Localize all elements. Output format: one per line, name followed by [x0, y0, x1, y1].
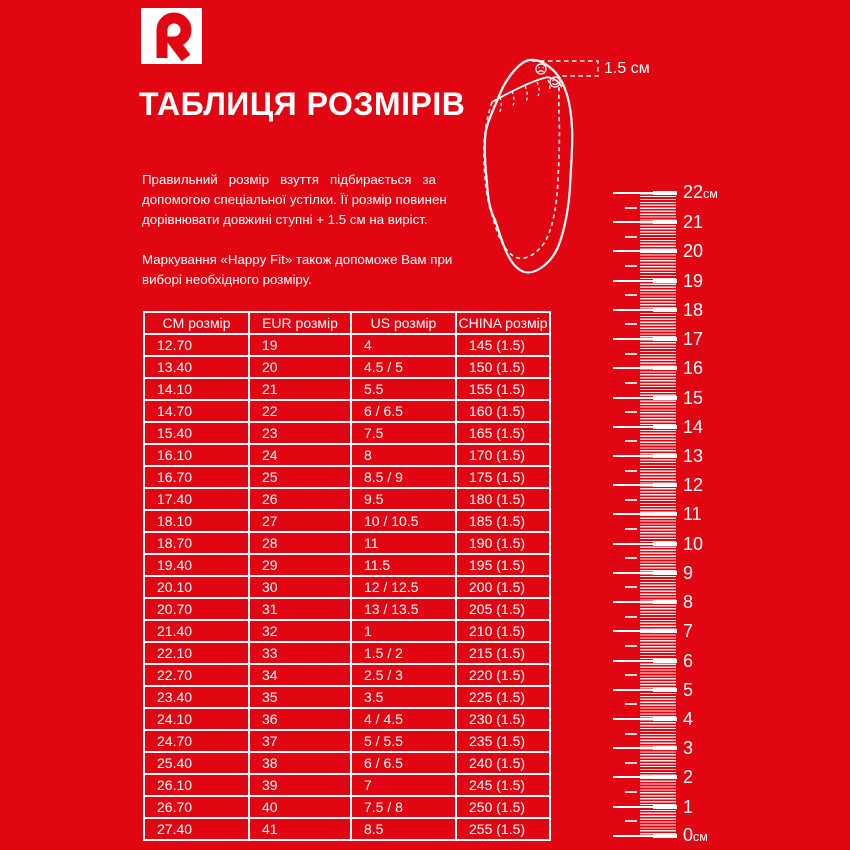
ruler-cm-tick-tip [653, 483, 677, 487]
table-cell: 2.5 / 3 [351, 664, 456, 686]
table-cell: 23.40 [144, 686, 249, 708]
ruler-label-number: 2 [683, 767, 694, 788]
text-line: допомогою спеціальної устілки. Її розмір повинен [142, 192, 447, 207]
table-row [144, 400, 550, 422]
table-cell: 235 (1.5) [456, 730, 550, 752]
ruler-half-cm-tick [625, 820, 637, 822]
ruler-label [683, 476, 703, 494]
ruler-half-cm-tick [625, 470, 637, 472]
table-row [144, 796, 550, 818]
table-cell: 14.10 [144, 378, 249, 400]
table-cell: 27.40 [144, 818, 249, 840]
ruler-label [683, 564, 693, 582]
ruler-half-cm-tick [625, 645, 637, 647]
table-cell: 24.10 [144, 708, 249, 730]
table-cell: 21.40 [144, 620, 249, 642]
ruler-label [683, 505, 702, 523]
table-cell: 5.5 [351, 378, 456, 400]
table-cell: 8 [351, 444, 456, 466]
table-cell: 210 (1.5) [456, 620, 550, 642]
ruler-half-cm-tick [625, 294, 637, 296]
table-cell: 10 / 10.5 [351, 510, 456, 532]
table-cell: 6 / 6.5 [351, 752, 456, 774]
ruler [612, 182, 732, 850]
ruler-cm-tick-tip [653, 629, 677, 633]
table-row [144, 422, 550, 444]
ruler-half-cm-tick [625, 791, 637, 793]
intro-paragraph-2 [142, 250, 453, 290]
ruler-cm-tick-tip [653, 717, 677, 721]
ruler-cm-tick-tip [653, 191, 677, 195]
table-row [144, 774, 550, 796]
table-cell: 250 (1.5) [456, 796, 550, 818]
ruler-label [683, 389, 703, 407]
table-cell: 205 (1.5) [456, 598, 550, 620]
table-cell: 30 [249, 576, 351, 598]
ruler-cm-tick-tip [653, 746, 677, 750]
text-line: виборі необхідного розміру. [142, 272, 312, 287]
table-cell: 215 (1.5) [456, 642, 550, 664]
table-cell: 28 [249, 532, 351, 554]
ruler-cm-tick-tip [653, 688, 677, 692]
ruler-cm-tick-tip [653, 337, 677, 341]
ruler-label-number: 20 [683, 241, 704, 262]
table-cell: 15.40 [144, 422, 249, 444]
table-cell: 26.10 [144, 774, 249, 796]
table-cell: 25 [249, 466, 351, 488]
ruler-label-number: 10 [683, 533, 704, 554]
table-row [144, 664, 550, 686]
table-cell: 12.70 [144, 334, 249, 356]
table-cell: 7.5 / 8 [351, 796, 456, 818]
ruler-cm-tick-tip [653, 249, 677, 253]
ruler-label-unit: см [693, 829, 708, 844]
table-cell: 195 (1.5) [456, 554, 550, 576]
ruler-label [683, 652, 693, 670]
ruler-label [683, 447, 703, 465]
ruler-half-cm-tick [625, 762, 637, 764]
ruler-cm-tick-tip [653, 396, 677, 400]
table-cell: 39 [249, 774, 351, 796]
table-cell: 245 (1.5) [456, 774, 550, 796]
table-cell: 4 [351, 334, 456, 356]
table-cell: 20 [249, 356, 351, 378]
table-cell: 145 (1.5) [456, 334, 550, 356]
text-line: Правильний розмір взуття підбирається за [142, 172, 436, 187]
ruler-label [683, 330, 703, 348]
ruler-cm-tick-tip [653, 805, 677, 809]
table-cell: 8.5 [351, 818, 456, 840]
gap-label: 1.5 см [604, 60, 650, 77]
table-row [144, 818, 550, 840]
table-cell: 29 [249, 554, 351, 576]
table-row [144, 334, 550, 356]
reima-logo [141, 8, 202, 64]
ruler-half-cm-tick [625, 382, 637, 384]
table-cell: 8.5 / 9 [351, 466, 456, 488]
ruler-cm-tick-tip [653, 571, 677, 575]
table-cell: 4.5 / 5 [351, 356, 456, 378]
table-cell: 175 (1.5) [456, 466, 550, 488]
table-cell: 220 (1.5) [456, 664, 550, 686]
table-row [144, 466, 550, 488]
ruler-half-cm-tick [625, 703, 637, 705]
sad-face-icon [536, 64, 546, 74]
ruler-half-cm-tick [625, 236, 637, 238]
table-cell: 200 (1.5) [456, 576, 550, 598]
table-cell: 190 (1.5) [456, 532, 550, 554]
ruler-label-number: 11 [683, 504, 702, 525]
ruler-label-number: 1 [683, 796, 694, 817]
table-row [144, 730, 550, 752]
ruler-label-number: 16 [683, 358, 704, 379]
table-cell: 11.5 [351, 554, 456, 576]
column-header: CM розмір [144, 312, 249, 334]
table-cell: 26.70 [144, 796, 249, 818]
intro-paragraph-1 [142, 170, 447, 230]
ruler-label [683, 798, 693, 816]
table-cell: 9.5 [351, 488, 456, 510]
table-cell: 19 [249, 334, 351, 356]
table-header-row [144, 312, 550, 334]
table-row [144, 444, 550, 466]
size-table [143, 311, 551, 841]
ruler-label [683, 272, 703, 290]
ruler-half-cm-tick [625, 353, 637, 355]
table-cell: 19.40 [144, 554, 249, 576]
ruler-label-number: 17 [683, 329, 704, 350]
table-cell: 1.5 / 2 [351, 642, 456, 664]
ruler-label [683, 183, 718, 203]
table-cell: 36 [249, 708, 351, 730]
ruler-half-cm-tick [625, 440, 637, 442]
reima-r-icon [141, 8, 202, 64]
ruler-cm-tick-tip [653, 834, 677, 838]
ruler-label-number: 7 [683, 621, 694, 642]
ruler-label-number: 8 [683, 592, 694, 613]
page-title: ТАБЛИЦЯ РОЗМІРІВ [139, 86, 466, 122]
table-cell: 13.40 [144, 356, 249, 378]
intro-text [142, 170, 453, 290]
table-cell: 27 [249, 510, 351, 532]
table-cell: 7 [351, 774, 456, 796]
table-cell: 12 / 12.5 [351, 576, 456, 598]
table-cell: 16.10 [144, 444, 249, 466]
ruler-label [683, 301, 703, 319]
column-header: CHINA розмір [456, 312, 550, 334]
ruler-cm-tick-tip [653, 366, 677, 370]
ruler-half-cm-tick [625, 586, 637, 588]
table-cell: 23 [249, 422, 351, 444]
ruler-label [683, 359, 703, 377]
ruler-half-cm-tick [625, 616, 637, 618]
ruler-half-cm-tick [625, 323, 637, 325]
table-row [144, 356, 550, 378]
column-header: EUR розмір [249, 312, 351, 334]
ruler-cm-tick-tip [653, 775, 677, 779]
ruler-half-cm-tick [625, 207, 637, 209]
ruler-label-unit: см [703, 187, 718, 201]
ruler-label-number: 21 [683, 212, 704, 233]
table-row [144, 686, 550, 708]
ruler-cm-tick-tip [653, 454, 677, 458]
table-row [144, 642, 550, 664]
table-cell: 240 (1.5) [456, 752, 550, 774]
ruler-label [683, 242, 703, 260]
table-body [144, 334, 550, 840]
table-cell: 18.10 [144, 510, 249, 532]
ruler-label-number: 6 [683, 650, 694, 671]
ruler-label [683, 739, 693, 757]
table-cell: 26 [249, 488, 351, 510]
table-row [144, 620, 550, 642]
ruler-label [683, 535, 703, 553]
table-cell: 16.70 [144, 466, 249, 488]
ruler-label-number: 15 [683, 387, 704, 408]
ruler-half-cm-tick [625, 733, 637, 735]
table-cell: 33 [249, 642, 351, 664]
table-cell: 225 (1.5) [456, 686, 550, 708]
table-cell: 24 [249, 444, 351, 466]
table-cell: 35 [249, 686, 351, 708]
ruler-cm-tick-tip [653, 425, 677, 429]
table-row [144, 752, 550, 774]
table-cell: 32 [249, 620, 351, 642]
ruler-half-cm-tick [625, 265, 637, 267]
ruler-cm-tick-tip [653, 542, 677, 546]
table-cell: 1 [351, 620, 456, 642]
table-cell: 255 (1.5) [456, 818, 550, 840]
table-cell: 170 (1.5) [456, 444, 550, 466]
text-line: дорівнювати довжині ступні + 1.5 см на виріст. [142, 212, 428, 227]
table-cell: 37 [249, 730, 351, 752]
table-row [144, 554, 550, 576]
ruler-label-number: 5 [683, 679, 694, 700]
table-cell: 230 (1.5) [456, 708, 550, 730]
table-cell: 150 (1.5) [456, 356, 550, 378]
column-header: US розмір [351, 312, 456, 334]
table-row [144, 378, 550, 400]
table-cell: 6 / 6.5 [351, 400, 456, 422]
ruler-cm-tick-tip [653, 659, 677, 663]
table-head [144, 312, 550, 334]
table-row [144, 488, 550, 510]
ruler-cm-tick-tip [653, 279, 677, 283]
table-cell: 14.70 [144, 400, 249, 422]
table-cell: 22 [249, 400, 351, 422]
table-row [144, 598, 550, 620]
table-cell: 11 [351, 532, 456, 554]
table-row [144, 708, 550, 730]
ruler-label-number: 3 [683, 738, 694, 759]
table-cell: 25.40 [144, 752, 249, 774]
table-cell: 7.5 [351, 422, 456, 444]
table-cell: 180 (1.5) [456, 488, 550, 510]
ruler-half-cm-tick [625, 499, 637, 501]
ruler-label [683, 826, 708, 846]
table-cell: 13 / 13.5 [351, 598, 456, 620]
ruler-label-number: 18 [683, 299, 704, 320]
ruler-label-number: 12 [683, 475, 704, 496]
table-cell: 4 / 4.5 [351, 708, 456, 730]
ruler-label-number: 9 [683, 562, 694, 583]
foot-outline-dashed [484, 87, 560, 258]
table-cell: 22.70 [144, 664, 249, 686]
table-cell: 31 [249, 598, 351, 620]
ruler-half-cm-tick [625, 674, 637, 676]
table-cell: 34 [249, 664, 351, 686]
ruler-label [683, 593, 693, 611]
ruler-label-number: 22 [683, 182, 704, 202]
table-cell: 20.10 [144, 576, 249, 598]
ruler-label [683, 418, 703, 436]
ruler-label [683, 710, 693, 728]
table-row [144, 532, 550, 554]
table-cell: 38 [249, 752, 351, 774]
table-cell: 18.70 [144, 532, 249, 554]
table-cell: 160 (1.5) [456, 400, 550, 422]
ruler-label [683, 768, 693, 786]
table-cell: 17.40 [144, 488, 249, 510]
ruler-half-cm-tick [625, 411, 637, 413]
ruler-label [683, 622, 693, 640]
table-cell: 3.5 [351, 686, 456, 708]
table-cell: 21 [249, 378, 351, 400]
ruler-cm-tick-tip [653, 512, 677, 516]
table-cell: 20.70 [144, 598, 249, 620]
table-cell: 40 [249, 796, 351, 818]
table-cell: 41 [249, 818, 351, 840]
ruler-cm-tick-tip [653, 308, 677, 312]
table-cell: 185 (1.5) [456, 510, 550, 532]
ruler-label-number: 19 [683, 270, 704, 291]
table-cell: 155 (1.5) [456, 378, 550, 400]
ruler-label [683, 213, 703, 231]
ruler-cm-tick-tip [653, 220, 677, 224]
table-cell: 5 / 5.5 [351, 730, 456, 752]
table-cell: 22.10 [144, 642, 249, 664]
table-cell: 165 (1.5) [456, 422, 550, 444]
ruler-cm-tick-tip [653, 600, 677, 604]
text-line: Маркування «Happy Fit» також допоможе Вам при [142, 252, 453, 267]
ruler-label [683, 681, 693, 699]
ruler-label-number: 4 [683, 708, 694, 729]
table-row [144, 510, 550, 532]
ruler-half-cm-tick [625, 528, 637, 530]
table-row [144, 576, 550, 598]
table-cell: 24.70 [144, 730, 249, 752]
ruler-label-number: 13 [683, 445, 704, 466]
ruler-label-number: 0 [683, 824, 694, 845]
ruler-half-cm-tick [625, 557, 637, 559]
ruler-label-number: 14 [683, 416, 704, 437]
